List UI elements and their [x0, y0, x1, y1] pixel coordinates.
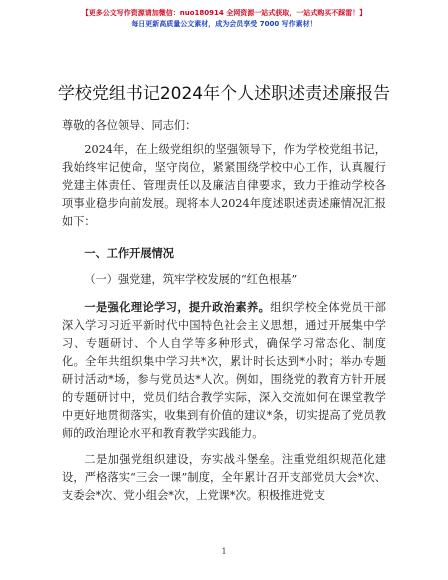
subsection-heading-1: （一）强党建，筑牢学校发展的“红色根基”: [84, 273, 298, 286]
paragraph-lead-bold: 一是强化理论学习，提升政治素养。: [84, 301, 271, 314]
paragraph-party-building: 二是加强党组织建设，夯实战斗堡垒。注重党组织规范化建设，严格落实“三会一课”制度，全年累计召开支部党员大会*次、支委会*次、党小组会*次，上党课*次。积极推进党支: [62, 453, 386, 502]
paragraph-theory-study: [62, 299, 386, 443]
section-heading-1: 一、工作开展情况: [84, 247, 174, 260]
intro-paragraph: 2024年，在上级党组织的坚强领导下，作为学校党组书记，我始终牢记使命，坚守岗位，紧紧围绕学校中心工作，认真履行党建主体责任、管理责任以及廉洁自律要求，致力于推动学校各项事业稳步向前发展。现将本人2024年度述职述责述廉情况汇报如下：: [62, 143, 386, 228]
document-body: [62, 117, 386, 505]
document-title: 学校党组书记2024年个人述职述责述廉报告: [57, 84, 391, 104]
promo-banner: [0, 8, 448, 30]
page-number: 1: [221, 547, 227, 556]
promo-line-1: 【更多公文写作资源请加微信：nuo180914 全网资源一站式获取，一站式购买不踩雷！】: [81, 9, 367, 17]
paragraph-body: 组织学校全体党员干部深入学习习近平新时代中国特色社会主义思想，通过开展集中学习、专题研讨、个人自学等多种形式，确保学习常态化、制度化。全年共组织集中学习共*次，累计时长达到*小时；举办专题研讨活动*场，参与党员达*人次。例如，围绕党的教育方针开展的专题研讨中，党员们结合教学实际，深入交流如何在课堂教学中更好地贯彻落实，收集到有价值的建议*条，切实提高了党员教师的政治理论水平和教育教学实践能力。: [62, 301, 386, 440]
promo-line-2: 每日更新高质量公文素材，成为会员享受 7000 写作素材！: [131, 20, 317, 28]
greeting: 尊敬的各位领导、同志们：: [62, 119, 197, 132]
